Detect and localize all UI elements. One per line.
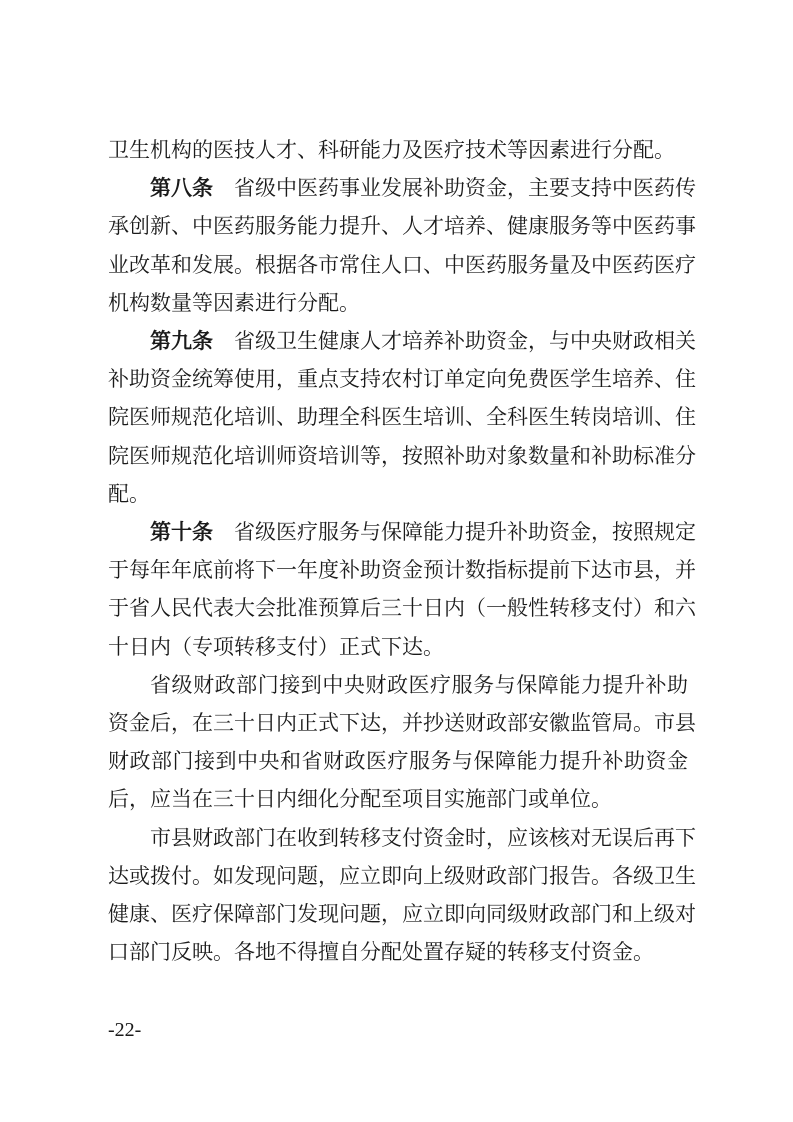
paragraph-line: 补助资金统筹使用，重点支持农村订单定向免费医学生培养、住: [108, 367, 696, 392]
paragraph-line: 口部门反映。各地不得擅自分配处置存疑的转移支付资金。: [108, 940, 654, 965]
paragraph-line: 资金后，在三十日内正式下达，并抄送财政部安徽监管局。市县: [108, 711, 696, 735]
paragraph-line: 十日内（专项转移支付）正式下达。: [108, 634, 444, 659]
paragraph-line: 卫生机构的医技人才、科研能力及医疗技术等因素进行分配。: [108, 138, 675, 162]
paragraph-line: [150, 322, 696, 360]
paragraph-line: 承创新、中医药服务能力提升、人才培养、健康服务等中医药事: [108, 214, 696, 239]
article-text: 省级卫生健康人才培养补助资金，与中央财政相关: [234, 329, 696, 353]
paragraph-line: 于省人民代表大会批准预算后三十日内（一般性转移支付）和六: [108, 596, 696, 621]
paragraph-line: 后，应当在三十日内细化分配至项目实施部门或单位。: [108, 787, 612, 812]
paragraph-line: 健康、医疗保障部门发现问题，应立即向同级财政部门和上级对: [108, 902, 696, 926]
article-text: 省级医疗服务与保障能力提升补助资金，按照规定: [234, 520, 696, 544]
paragraph-line: 市县财政部门在收到转移支付资金时，应该核对无误后再下: [150, 825, 696, 850]
article-text: 省级中医药事业发展补助资金，主要支持中医药传: [234, 176, 696, 201]
article-heading: 第八条: [150, 176, 213, 201]
paragraph-line: 配。: [108, 481, 150, 506]
paragraph-line: 达或拨付。如发现问题，应立即向上级财政部门报告。各级卫生: [108, 863, 696, 888]
article-heading: 第十条: [150, 520, 213, 544]
paragraph-line: 财政部门接到中央和省财政医疗服务与保障能力提升补助资金: [108, 749, 688, 774]
page-number: -22-: [108, 1019, 142, 1041]
paragraph-line: 省级财政部门接到中央财政医疗服务与保障能力提升补助: [150, 672, 688, 697]
paragraph-line: 院医师规范化培训师资培训等，按照补助对象数量和补助标准分: [108, 443, 696, 468]
paragraph-line: 机构数量等因素进行分配。: [108, 290, 360, 315]
paragraph-line: 于每年年底前将下一年度补助资金预计数指标提前下达市县，并: [108, 558, 696, 583]
paragraph-line: 院医师规范化培训、助理全科医生培训、全科医生转岗培训、住: [108, 405, 696, 430]
paragraph-line: 业改革和发展。根据各市常住人口、中医药服务量及中医药医疗: [108, 252, 696, 277]
article-heading: 第九条: [150, 329, 213, 353]
paragraph-line: [150, 513, 696, 551]
paragraph-line: [150, 169, 696, 207]
